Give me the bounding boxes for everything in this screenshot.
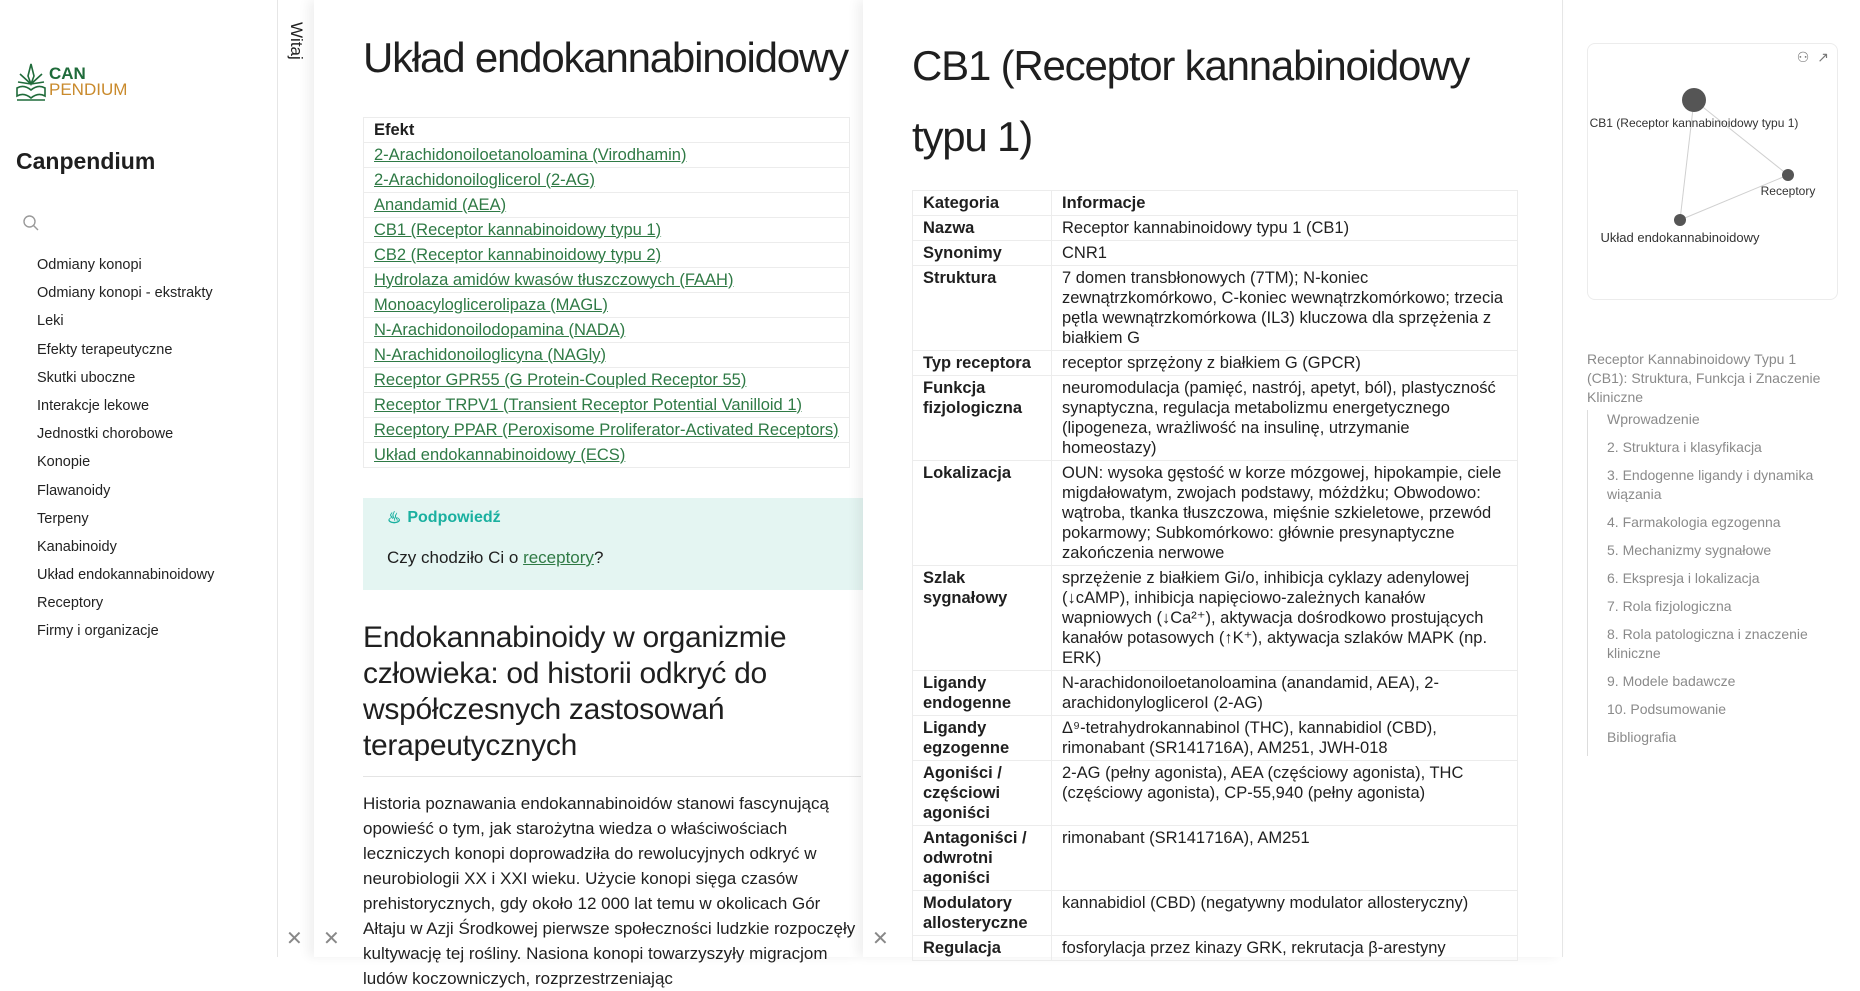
nav-item[interactable]: Konopie <box>37 454 91 471</box>
site-title: Canpendium <box>16 148 156 174</box>
toc-title[interactable]: Receptor Kannabinoidowy Typu 1 (CB1): Struktura, Funkcja i Znaczenie Kliniczne <box>1587 351 1821 405</box>
table-row <box>913 461 1518 566</box>
table-link[interactable]: Receptor GPR55 (G Protein-Coupled Receptor 55) <box>374 370 747 389</box>
row-category: Regulacja <box>913 936 1052 961</box>
row-value: CNR1 <box>1052 241 1518 266</box>
table-link[interactable]: Receptory PPAR (Peroxisome Proliferator-Activated Receptors) <box>374 420 839 439</box>
row-category: Funkcja fizjologiczna <box>913 376 1052 461</box>
row-value: OUN: wysoka gęstość w korze mózgowej, hipokampie, ciele migdałowatym, zwojach podstawy, móżdżku; Obwodowo: wątroba, tkanka tłuszczowa, mięśnie szkieletowe, przewód pokarmowy; Subkomórkowo: głównie presynaptyczne zakończenia nerwowe <box>1052 461 1518 566</box>
table-link[interactable]: N-Arachidonoilodopamina (NADA) <box>374 320 626 339</box>
info-table <box>912 190 1518 961</box>
table-row <box>913 671 1518 716</box>
table-row <box>913 241 1518 266</box>
table-link[interactable]: Układ endokannabinoidowy (ECS) <box>374 445 626 464</box>
nav-item[interactable]: Kanabinoidy <box>37 538 117 555</box>
graph-view[interactable] <box>1587 43 1838 300</box>
table-link[interactable]: Hydrolaza amidów kwasów tłuszczowych (FAAH) <box>374 270 734 289</box>
table-link[interactable]: 2-Arachidonoiloglicerol (2-AG) <box>374 170 596 189</box>
hint-box <box>363 498 863 590</box>
row-value: kannabidiol (CBD) (negatywny modulator allosteryczny) <box>1052 891 1518 936</box>
row-category: Ligandy endogenne <box>913 671 1052 716</box>
table-header: Informacje <box>1052 191 1518 216</box>
row-category: Agoniści / częściowi agoniści <box>913 761 1052 826</box>
right-sidebar <box>1563 0 1860 957</box>
divider <box>363 776 861 777</box>
nav-item[interactable]: Układ endokannabinoidowy <box>37 567 215 584</box>
row-category: Typ receptora <box>913 351 1052 376</box>
toc-item[interactable]: 7. Rola fizjologiczna <box>1607 598 1732 614</box>
paragraph-line: Środkowej pierwsze społeczności ludzkie rozpoczęły kultywację tej rośliny. <box>363 919 856 963</box>
table-header: Kategoria <box>913 191 1052 216</box>
search-icon[interactable] <box>22 214 40 232</box>
table-link[interactable]: Receptor TRPV1 (Transient Receptor Potential Vanilloid 1) <box>374 395 802 414</box>
page-title: Układ endokannabinoidowy <box>363 34 848 81</box>
table-row <box>913 376 1518 461</box>
flame-icon: ♨ <box>387 510 402 527</box>
row-value: N-arachidonoiloetanoloamina (anandamid, AEA), 2-arachidonylogliceroI (2-AG) <box>1052 671 1518 716</box>
hint-title: Podpowiedź <box>407 509 501 526</box>
table-row <box>913 936 1518 961</box>
nav-item[interactable]: Efekty terapeutyczne <box>37 341 173 358</box>
row-value: receptor sprzężony z białkiem G (GPCR) <box>1052 351 1518 376</box>
row-value: 7 domen transbłonowych (7TM); N-koniec zewnątrzkomórkowo, C-koniec wewnątrzkomórkowo; trzecia pętla wewnątrzkomórkowa (IL3) kluczowa dla sprzężenia z białkiem G <box>1052 266 1518 351</box>
close-icon[interactable]: ✕ <box>286 928 303 950</box>
nav-item[interactable]: Receptory <box>37 595 104 612</box>
logo-text-can: CAN <box>49 64 86 83</box>
graph-canvas[interactable] <box>1588 44 1839 301</box>
table-link[interactable]: N-Arachidonoiloglicyna (NAGly) <box>374 345 606 364</box>
graph-node[interactable] <box>1782 169 1794 181</box>
collapsed-panel-title[interactable]: Witaj <box>287 22 306 60</box>
table-row <box>913 266 1518 351</box>
article-paragraph <box>363 791 861 991</box>
paragraph-line: Historia poznawania endokannabinoidów stanowi fascynującą opowieść o tym, <box>363 794 829 838</box>
table-row <box>913 826 1518 891</box>
row-category: Struktura <box>913 266 1052 351</box>
cannabis-book-icon <box>15 62 47 102</box>
table-row <box>913 761 1518 826</box>
toc-item[interactable]: Wprowadzenie <box>1607 411 1700 427</box>
row-category: Szlak sygnałowy <box>913 566 1052 671</box>
section-heading: Endokannabinoidy w organizmie człowieka: od historii odkryć do współczesnych zastosowań terapeutycznych <box>363 621 787 762</box>
row-category: Lokalizacja <box>913 461 1052 566</box>
row-category: Nazwa <box>913 216 1052 241</box>
table-row <box>913 216 1518 241</box>
toc-item[interactable]: 2. Struktura i klasyfikacja <box>1607 439 1762 455</box>
nav-item[interactable]: Terpeny <box>37 510 89 527</box>
row-value: fosforylacja przez kinazy GRK, rekrutacja β-arestyny <box>1052 936 1518 961</box>
row-value: sprzężenie z białkiem Gi/o, inhibicja cyklazy adenylowej (↓cAMP), inhibicja napięciowo-zależnych kanałów wapniowych (↓Ca²⁺), aktywacja dośrodkowo prostujących kanałów potasowych (↑K⁺), aktywacja szlaków MAPK (np. ERK) <box>1052 566 1518 671</box>
hint-suffix: ? <box>593 548 604 567</box>
left-sidebar <box>0 0 278 957</box>
table-row <box>913 716 1518 761</box>
table-link[interactable]: Monoacyloglicerolipaza (MAGL) <box>374 295 608 314</box>
toc-item[interactable]: Bibliografia <box>1607 729 1677 745</box>
table-link[interactable]: Anandamid (AEA) <box>374 195 507 214</box>
graph-node[interactable] <box>1682 88 1706 112</box>
paragraph-line: jak starożytna wiedza o właściwościach leczniczych konopi doprowadziła do <box>363 819 788 863</box>
paragraph-line: Nasiona konopi towarzyszyły migracjom ludów koczowniczych, rozprzestrzeniając <box>363 944 828 988</box>
nav-item[interactable]: Flawanoidy <box>37 482 111 499</box>
table-of-contents <box>1587 410 1837 756</box>
row-category: Antagoniści / odwrotni agoniści <box>913 826 1052 891</box>
expand-icon[interactable]: ↗ <box>1817 49 1829 65</box>
collapsed-panel-witaj[interactable] <box>278 0 314 957</box>
nav-item[interactable]: Interakcje lekowe <box>37 397 150 414</box>
hint-link[interactable]: receptory <box>523 548 594 567</box>
graph-edge <box>1694 100 1788 175</box>
graph-node-label: Receptory <box>1760 184 1816 198</box>
table-row <box>913 891 1518 936</box>
page-title: CB1 (Receptor kannabinoidowy typu 1) <box>912 42 1470 160</box>
row-value: Receptor kannabinoidowy typu 1 (CB1) <box>1052 216 1518 241</box>
nav-item[interactable]: Jednostki chorobowe <box>37 426 174 443</box>
row-category: Synonimy <box>913 241 1052 266</box>
nav-item[interactable]: Odmiany konopi - ekstrakty <box>37 285 213 302</box>
graph-node-label: Układ endokannabinoidowy <box>1600 230 1760 245</box>
logo-text-pendium: PENDIUM <box>49 80 128 99</box>
row-category: Ligandy egzogenne <box>913 716 1052 761</box>
table-row <box>913 351 1518 376</box>
close-icon[interactable]: ✕ <box>323 928 340 950</box>
toc-item[interactable]: 10. Podsumowanie <box>1607 701 1727 717</box>
toc-item[interactable]: 9. Modele badawcze <box>1607 673 1736 689</box>
sidebar-nav <box>37 255 214 650</box>
row-category: Modulatory allosteryczne <box>913 891 1052 936</box>
panel-uklad-endokannabinoidowy <box>314 0 863 988</box>
graph-icon[interactable]: ⚇ <box>1796 49 1810 65</box>
nav-item[interactable]: Skutki uboczne <box>37 369 136 386</box>
toc-item[interactable]: 8. Rola patologiczna i znaczenie kliniczne <box>1607 626 1808 661</box>
graph-node[interactable] <box>1674 214 1686 226</box>
nav-item[interactable]: Firmy i organizacje <box>37 623 159 640</box>
paragraph-line: rewolucyjnych odkryć w neurobiologii XX i XXI wieku. Użycie konopi sięga czasów <box>363 844 817 888</box>
row-value: Δ⁹-tetrahydrokannabinol (THC), kannabidiol (CBD), rimonabant (SR141716A), AM251, JWH-018 <box>1052 716 1518 761</box>
table-link[interactable]: 2-Arachidonoiloetanoloamina (Virodhamin) <box>374 145 687 164</box>
toc-item[interactable]: 3. Endogenne ligandy i dynamika wiązania <box>1607 467 1814 502</box>
row-value: rimonabant (SR141716A), AM251 <box>1052 826 1518 891</box>
table-row <box>913 566 1518 671</box>
graph-node-label: CB1 (Receptor kannabinoidowy typu 1) <box>1589 116 1799 130</box>
table-link[interactable]: CB1 (Receptor kannabinoidowy typu 1) <box>374 220 662 239</box>
panel-cb1 <box>863 0 1563 957</box>
toc-item[interactable]: 4. Farmakologia egzogenna <box>1607 514 1781 530</box>
paragraph-line: prehistorycznych, gdy około 12 000 lat temu w okolicach Gór Ałtaju w Azji <box>363 894 821 938</box>
canpendium-logo[interactable] <box>15 62 127 102</box>
row-value: neuromodulacja (pamięć, nastrój, apetyt, ból), plastyczność synaptyczna, regulacja metabolizmu energetycznego (lipogeneza, wrażliwość na insulinę, utrzymanie homeostazy) <box>1052 376 1518 461</box>
toc-item[interactable]: 5. Mechanizmy sygnałowe <box>1607 542 1772 558</box>
row-value: 2-AG (pełny agonista), AEA (częściowy agonista), THC (częściowy agonista), CP-55,940 (pełny agonista) <box>1052 761 1518 826</box>
hint-text: Czy chodziło Ci o <box>387 548 524 567</box>
toc-item[interactable]: 6. Ekspresja i lokalizacja <box>1607 570 1760 586</box>
nav-item[interactable]: Odmiany konopi <box>37 257 142 273</box>
table-link[interactable]: CB2 (Receptor kannabinoidowy typu 2) <box>374 245 662 264</box>
effects-table <box>363 117 850 468</box>
table-header: Efekt <box>364 118 850 143</box>
close-icon[interactable]: ✕ <box>872 928 889 950</box>
nav-item[interactable]: Leki <box>37 313 64 330</box>
